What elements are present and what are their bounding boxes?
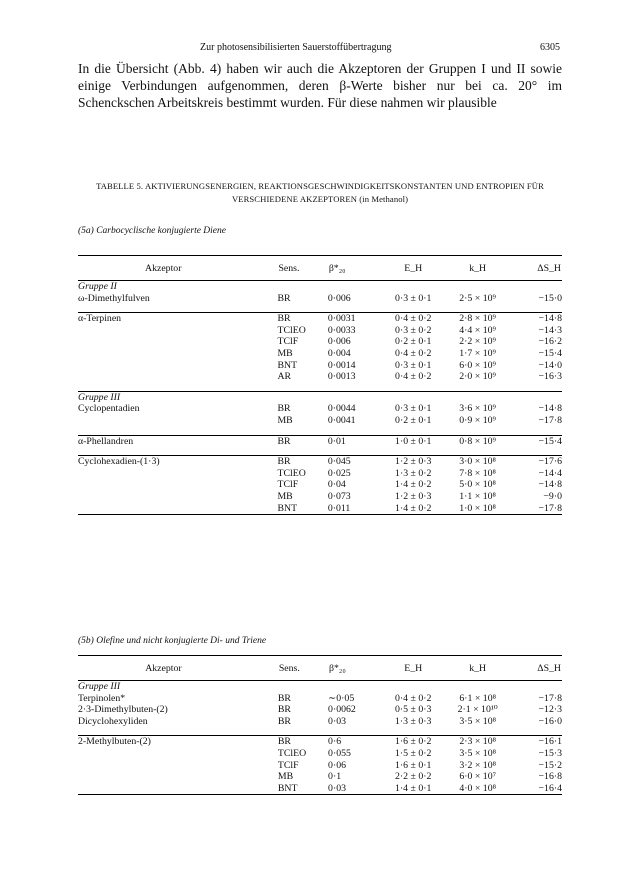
ds-cell: −14·8	[512, 313, 562, 325]
eh-cell: 1·6 ± 0·2	[383, 736, 443, 748]
beta-cell: 0·01	[328, 435, 383, 447]
row-spacer	[78, 383, 562, 392]
kh-cell: 0·8 × 10⁹	[443, 435, 512, 447]
kh-cell: 2·2 × 10⁹	[459, 336, 496, 348]
sens-cell: BNT	[278, 783, 328, 795]
table-row	[78, 503, 562, 515]
sens-cell: TClF	[277, 759, 299, 771]
table-5a-subtitle: (5a) Carbocyclische konjugierte Diene	[78, 226, 226, 236]
ds-cell: −15·4	[512, 435, 562, 447]
table-row	[78, 736, 562, 748]
row-spacer	[78, 304, 562, 313]
table-row	[78, 748, 562, 760]
kh-cell: 2·0 × 10⁹	[459, 371, 496, 383]
beta-cell: 0·0013	[327, 371, 356, 383]
ds-cell: −17·8	[512, 503, 562, 515]
kh-cell: 1·1 × 10⁸	[459, 490, 496, 502]
sens-cell: BR	[278, 736, 328, 748]
kh-cell: 6·0 × 10⁹	[459, 359, 496, 371]
ds-cell: −17·6	[512, 456, 562, 468]
eh-cell: 0·2 ± 0·1	[395, 336, 432, 348]
kh-cell: 6·1 × 10⁸	[459, 692, 497, 704]
ds-cell: −14·3	[538, 324, 562, 336]
table-caption-label: TABELLE 5.	[96, 181, 144, 191]
acceptor-cell	[78, 325, 277, 337]
kh-cell: 1·0 × 10⁸	[443, 503, 512, 515]
col-kh-header: k_H	[443, 256, 512, 281]
ds-cell: −12·3	[538, 704, 562, 716]
acceptor-cell: α-Terpinen	[78, 313, 277, 325]
ds-cell: −17·8	[538, 414, 562, 426]
eh-cell: 1·0 ± 0·1	[383, 435, 443, 447]
kh-cell: 3·0 × 10⁸	[443, 456, 512, 468]
sens-cell: BR	[277, 456, 327, 468]
table-row	[78, 771, 562, 783]
table-5b	[78, 655, 562, 795]
kh-cell: 3·6 × 10⁹	[459, 403, 496, 415]
sens-cell: BR	[277, 313, 327, 325]
beta-cell: ∼0·05	[328, 692, 355, 704]
beta-cell: 0·045	[328, 456, 383, 468]
beta-cell: 0·0062	[328, 704, 356, 716]
beta-cell: 0·006	[327, 292, 351, 304]
table-row	[78, 435, 562, 447]
acceptor-cell	[78, 479, 277, 491]
eh-cell: 1·4 ± 0·1	[383, 783, 443, 795]
eh-cell: 1·4 ± 0·2	[383, 503, 443, 515]
row-spacer	[78, 447, 562, 456]
eh-cell: 0·4 ± 0·2	[395, 692, 432, 704]
col-eh-header: E_H	[383, 256, 443, 281]
eh-cell: 1·2 ± 0·3	[383, 456, 443, 468]
ds-cell: −16·2	[538, 336, 562, 348]
ds-cell: −15·0	[538, 292, 562, 304]
sens-cell: BNT	[277, 359, 298, 371]
sens-cell: BR	[277, 704, 291, 716]
acceptor-cell: Cyclopentadien	[78, 403, 140, 415]
table-row	[78, 760, 562, 772]
beta-cell: 0·004	[327, 347, 351, 359]
kh-cell: 2·3 × 10⁸	[443, 736, 512, 748]
sens-cell: BR	[277, 292, 291, 304]
acceptor-cell: Dicyclohexyliden	[78, 715, 148, 727]
group-label: Gruppe III	[78, 391, 562, 403]
table-row	[78, 491, 562, 503]
beta-cell: 0·011	[328, 503, 383, 515]
col-akzeptor-header: Akzeptor	[78, 656, 278, 681]
table-row	[78, 693, 562, 705]
beta-cell: 0·025	[327, 467, 351, 479]
acceptor-cell	[78, 468, 277, 480]
sens-cell: BR	[277, 692, 291, 704]
table-row	[78, 783, 562, 795]
ds-cell: −15·2	[538, 759, 562, 771]
ds-cell: −9·0	[543, 490, 562, 502]
sens-cell: AR	[277, 371, 292, 383]
kh-cell: 6·0 × 10⁷	[459, 771, 497, 783]
group-label: Gruppe III	[78, 681, 121, 692]
table-row	[78, 479, 562, 491]
table-row	[78, 704, 562, 716]
eh-cell: 0·3 ± 0·1	[395, 403, 432, 415]
beta-cell: 0·073	[327, 490, 351, 502]
kh-cell: 5·0 × 10⁸	[459, 479, 496, 491]
ds-cell: −14·8	[538, 403, 562, 415]
sens-cell: MB	[277, 490, 293, 502]
acceptor-cell	[78, 348, 277, 360]
ds-cell: −14·4	[538, 467, 562, 479]
kh-cell: 0·9 × 10⁹	[459, 414, 496, 426]
eh-cell: 1·2 ± 0·3	[395, 490, 432, 502]
eh-cell: 2·2 ± 0·2	[395, 771, 432, 783]
acceptor-cell	[78, 783, 278, 795]
table-row	[78, 360, 562, 372]
acceptor-cell	[78, 748, 278, 760]
sens-cell: BR	[277, 715, 291, 727]
kh-cell: 3·2 × 10⁸	[459, 759, 497, 771]
col-beta-header: β*₂₀	[328, 256, 383, 281]
ds-cell: −15·4	[538, 347, 562, 359]
sens-cell: MB	[277, 414, 293, 426]
table-header-row	[78, 256, 562, 281]
eh-cell: 0·3 ± 0·1	[395, 292, 432, 304]
eh-cell: 1·4 ± 0·2	[395, 479, 432, 491]
running-title: Zur photosensibilisierten Sauerstoffübertragung	[200, 42, 392, 53]
ds-cell: −17·8	[538, 692, 562, 704]
table-header-row	[78, 656, 562, 681]
acceptor-cell: Terpinolen*	[78, 692, 126, 704]
beta-cell: 0·006	[327, 336, 351, 348]
acceptor-cell	[78, 760, 278, 772]
acceptor-cell: 2-Methylbuten-(2)	[78, 736, 278, 748]
group-label: Gruppe II	[78, 281, 117, 292]
acceptor-cell: α-Phellandren	[78, 435, 277, 447]
sens-cell: TClEO	[277, 747, 307, 759]
beta-cell: 0·0044	[327, 403, 356, 415]
col-eh-header: E_H	[383, 656, 443, 681]
table-row	[78, 456, 562, 468]
sens-cell: MB	[277, 771, 294, 783]
kh-cell: 2·8 × 10⁹	[443, 313, 512, 325]
table-row	[78, 325, 562, 337]
kh-cell: 4·4 × 10⁹	[459, 324, 496, 336]
table-row	[78, 313, 562, 325]
table-row	[78, 468, 562, 480]
acceptor-cell	[78, 360, 277, 372]
eh-cell: 1·3 ± 0·3	[395, 715, 432, 727]
kh-cell: 7·8 × 10⁸	[459, 467, 496, 479]
beta-cell: 0·0014	[327, 359, 356, 371]
col-akzeptor-header: Akzeptor	[78, 256, 277, 281]
group-row	[78, 281, 562, 293]
sens-cell: BR	[277, 435, 327, 447]
row-spacer	[78, 427, 562, 436]
ds-cell: −16·4	[512, 783, 562, 795]
col-sens-header: Sens.	[277, 256, 327, 281]
table-row	[78, 371, 562, 383]
kh-cell: 4·0 × 10⁸	[443, 783, 512, 795]
sens-cell: TClF	[277, 336, 299, 348]
beta-cell: 0·6	[328, 736, 383, 748]
ds-cell: −16·3	[538, 371, 562, 383]
beta-cell: 0·1	[328, 771, 342, 783]
kh-cell: 3·5 × 10⁸	[459, 747, 497, 759]
col-sens-header: Sens.	[278, 656, 328, 681]
eh-cell: 1·3 ± 0·2	[395, 467, 432, 479]
acceptor-cell: Cyclohexadien-(1·3)	[78, 456, 277, 468]
table-row	[78, 293, 562, 305]
eh-cell: 0·3 ± 0·2	[395, 324, 432, 336]
table-row	[78, 403, 562, 415]
beta-cell: 0·03	[328, 783, 383, 795]
table-row	[78, 716, 562, 728]
sens-cell: TClEO	[277, 467, 306, 479]
table-row	[78, 415, 562, 427]
ds-cell: −16·8	[538, 771, 562, 783]
intro-paragraph: In die Übersicht (Abb. 4) haben wir auch die Akzeptoren der Gruppen I und II sowie einige Verbindungen aufgenommen, deren β-Werte bisher nur bei ca. 20° im Schenckschen Arbeitskreis bestimmt wurden. Für diese nahmen wir plausible	[78, 61, 562, 110]
acceptor-cell	[78, 336, 277, 348]
group-row	[78, 391, 562, 403]
table-5b-subtitle: (5b) Olefine und nicht konjugierte Di- und Triene	[78, 636, 267, 646]
table-row	[78, 336, 562, 348]
ds-cell: −16·1	[512, 736, 562, 748]
eh-cell: 0·4 ± 0·2	[383, 313, 443, 325]
table-row	[78, 348, 562, 360]
eh-cell: 0·3 ± 0·1	[395, 359, 432, 371]
table-5a	[78, 255, 562, 515]
table-caption-text: AKTIVIERUNGSENERGIEN, REAKTIONSGESCHWINDIGKEITSKONSTANTEN UND ENTROPIEN FÜR VERSCHIEDENE AKZEPTOREN (in Methanol)	[144, 181, 544, 204]
acceptor-cell	[78, 491, 277, 503]
col-ds-header: ΔS_H	[512, 656, 562, 681]
sens-cell: TClEO	[277, 324, 306, 336]
sens-cell: TClF	[277, 479, 299, 491]
page-number: 6305	[540, 42, 560, 53]
beta-cell: 0·04	[327, 479, 346, 491]
eh-cell: 1·5 ± 0·2	[395, 747, 432, 759]
beta-cell: 0·03	[328, 715, 347, 727]
table-caption	[78, 180, 562, 206]
eh-cell: 0·4 ± 0·2	[395, 371, 432, 383]
acceptor-cell	[78, 503, 277, 515]
eh-cell: 0·4 ± 0·2	[395, 347, 432, 359]
eh-cell: 0·2 ± 0·1	[395, 414, 432, 426]
sens-cell: MB	[277, 347, 293, 359]
ds-cell: −14·8	[538, 479, 562, 491]
acceptor-cell	[78, 415, 277, 427]
ds-cell: −16·0	[538, 715, 562, 727]
sens-cell: BR	[277, 403, 291, 415]
col-beta-header: β*₂₀	[328, 656, 383, 681]
acceptor-cell	[78, 771, 278, 783]
beta-cell: 0·06	[328, 759, 347, 771]
ds-cell: −14·0	[538, 359, 562, 371]
col-kh-header: k_H	[443, 656, 512, 681]
beta-cell: 0·0033	[327, 324, 356, 336]
kh-cell: 2·1 × 10¹⁰	[457, 704, 498, 716]
ds-cell: −15·3	[538, 747, 562, 759]
beta-cell: 0·0041	[327, 414, 356, 426]
beta-cell: 0·055	[328, 747, 351, 759]
col-ds-header: ΔS_H	[512, 256, 562, 281]
eh-cell: 0·5 ± 0·3	[395, 704, 432, 716]
row-spacer	[78, 727, 562, 736]
acceptor-cell	[78, 371, 277, 383]
sens-cell: BNT	[277, 503, 327, 515]
kh-cell: 3·5 × 10⁸	[459, 715, 497, 727]
group-row	[78, 681, 562, 693]
eh-cell: 1·6 ± 0·1	[395, 759, 432, 771]
acceptor-cell: 2·3-Dimethylbuten-(2)	[78, 704, 168, 716]
kh-cell: 2·5 × 10⁹	[459, 292, 496, 304]
beta-cell: 0·0031	[328, 313, 383, 325]
acceptor-cell: ω-Dimethylfulven	[78, 292, 150, 304]
kh-cell: 1·7 × 10⁹	[459, 347, 496, 359]
